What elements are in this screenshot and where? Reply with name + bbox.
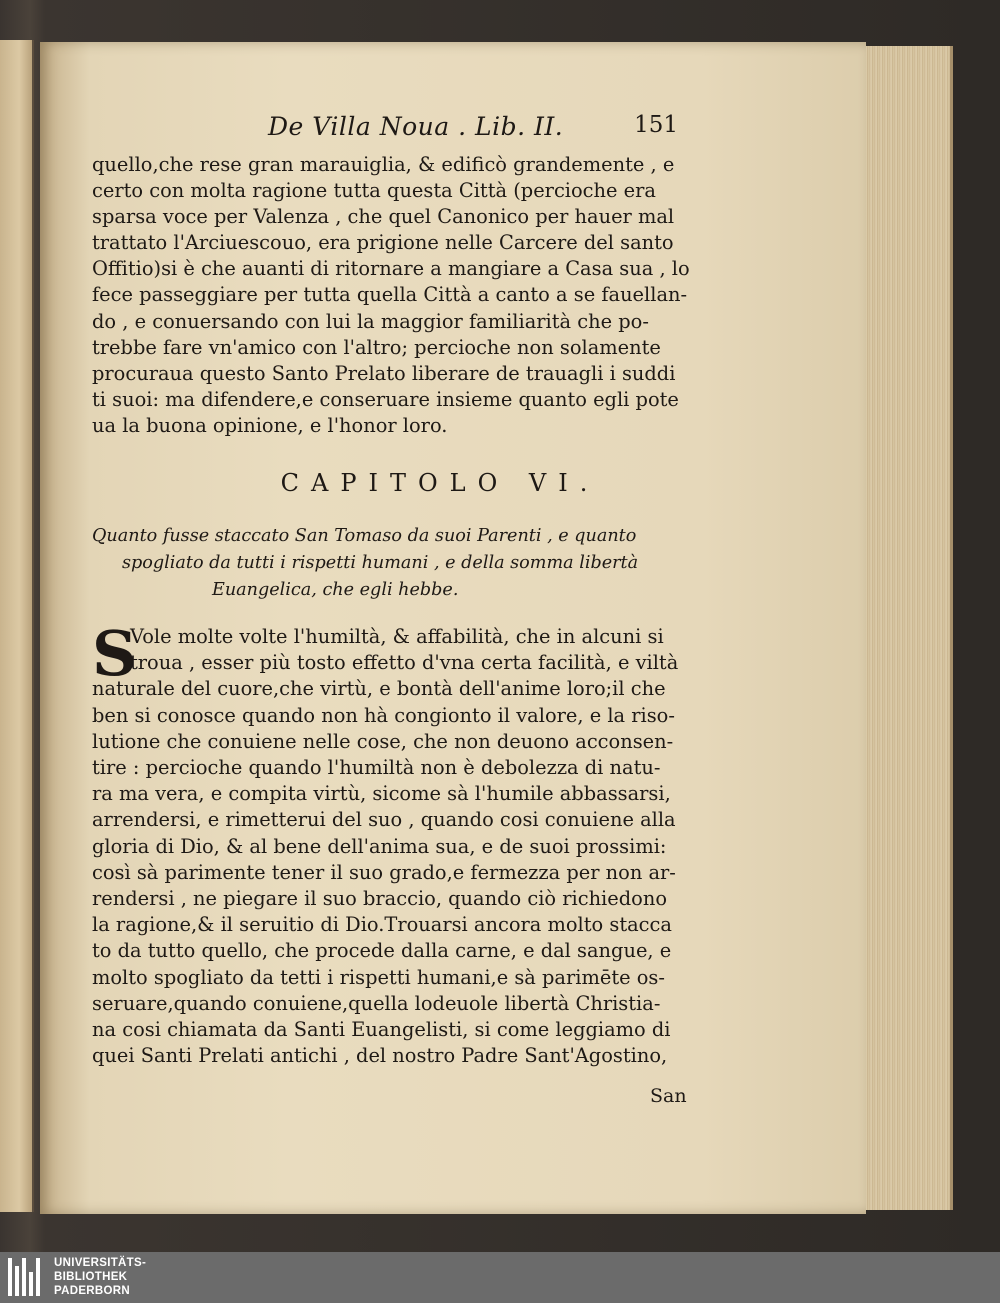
text-line: gloria di Dio, & al bene dell'anima sua, e de suoi prossimi: xyxy=(92,834,667,858)
text-line: lutione che conuiene nelle cose, che non deuono acconsen- xyxy=(92,729,674,753)
paragraph-one xyxy=(92,152,728,439)
summary-line: Quanto fusse staccato San Tomaso da suoi Parenti , e quanto xyxy=(92,526,637,547)
text-line: naturale del cuore,che virtù, e bontà dell'anime loro;il che xyxy=(92,677,666,701)
text-line: do , e conuersando con lui la maggior familiarità che po- xyxy=(92,309,649,333)
text-line: Vole molte volte l'humiltà, & affabilità, che in alcuni si xyxy=(130,625,664,649)
page-number: 151 xyxy=(634,112,678,138)
running-title: De Villa Noua . Lib. II. xyxy=(268,112,564,141)
page-block-edges xyxy=(858,46,953,1210)
text-line: seruare,quando conuiene,quella lodeuole libertà Christia- xyxy=(92,991,661,1015)
text-line: to da tutto quello, che procede dalla carne, e dal sangue, e xyxy=(92,939,672,963)
text-line: quei Santi Prelati antichi , del nostro Padre Sant'Agostino, xyxy=(92,1044,668,1068)
text-line: certo con molta ragione tutta questa Città (percioche era xyxy=(92,179,656,203)
text-line: sparsa voce per Valenza , che quel Canonico per hauer mal xyxy=(92,205,675,229)
text-line: così sà parimente tener il suo grado,e fermezza per non ar- xyxy=(92,860,676,884)
left-page-edge xyxy=(0,40,34,1212)
library-logo-icon xyxy=(8,1258,46,1296)
text-line: procuraua questo Santo Prelato liberare de trauagli i suddi xyxy=(92,361,676,385)
text-line: rendersi , ne piegare il suo braccio, quando ciò richiedono xyxy=(92,887,667,911)
chapter-summary xyxy=(92,523,728,604)
catchword: San xyxy=(650,1085,687,1107)
text-line: na cosi chiamata da Santi Euangelisti, si come leggiamo di xyxy=(92,1018,671,1042)
library-name xyxy=(54,1256,146,1298)
text-line: ben si conosce quando non hà congionto il valore, e la riso- xyxy=(92,703,675,727)
library-footer xyxy=(0,1252,1000,1303)
text-line: tire : percioche quando l'humiltà non è debolezza di natu- xyxy=(92,756,661,780)
summary-line: Euangelica, che egli hebbe. xyxy=(212,580,459,601)
text-line: ua la buona opinione, e l'honor loro. xyxy=(92,413,448,437)
library-name-line: BIBLIOTHEK xyxy=(54,1271,128,1283)
text-line: troua , esser più tosto effetto d'vna certa facilità, e viltà xyxy=(130,651,679,675)
text-line: quello,che rese gran marauiglia, & edificò grandemente , e xyxy=(92,153,675,176)
chapter-heading: CAPITOLO VI. xyxy=(280,469,600,498)
summary-line: spogliato da tutti i rispetti humani , e della somma libertà xyxy=(122,553,639,574)
text-line: ra ma vera, e compita virtù, sicome sà l'humile abbassarsi, xyxy=(92,782,671,806)
text-line: molto spogliato da tetti i rispetti humani,e sà parimēte os- xyxy=(92,965,665,989)
paragraph-two xyxy=(92,617,728,1069)
page-header xyxy=(92,112,728,152)
text-line: ti suoi: ma difendere,e conseruare insieme quanto egli pote xyxy=(92,387,679,411)
page-text xyxy=(92,112,728,1069)
library-name-line: UNIVERSITÄTS- xyxy=(54,1257,147,1269)
text-line: trattato l'Arciuescouo, era prigione nelle Carcere del santo xyxy=(92,231,674,255)
text-line: trebbe fare vn'amico con l'altro; percioche non solamente xyxy=(92,335,661,359)
text-line: arrendersi, e rimetterui del suo , quando cosi conuiene alla xyxy=(92,808,676,832)
library-name-line: PADERBORN xyxy=(54,1285,130,1297)
drop-cap: S xyxy=(92,617,137,691)
text-line: fece passeggiare per tutta quella Città a canto a se fauellan- xyxy=(92,283,688,307)
text-line: Offitio)si è che auanti di ritornare a mangiare a Casa sua , lo xyxy=(92,257,690,281)
text-line: la ragione,& il seruitio di Dio.Trouarsi ancora molto stacca xyxy=(92,913,672,937)
